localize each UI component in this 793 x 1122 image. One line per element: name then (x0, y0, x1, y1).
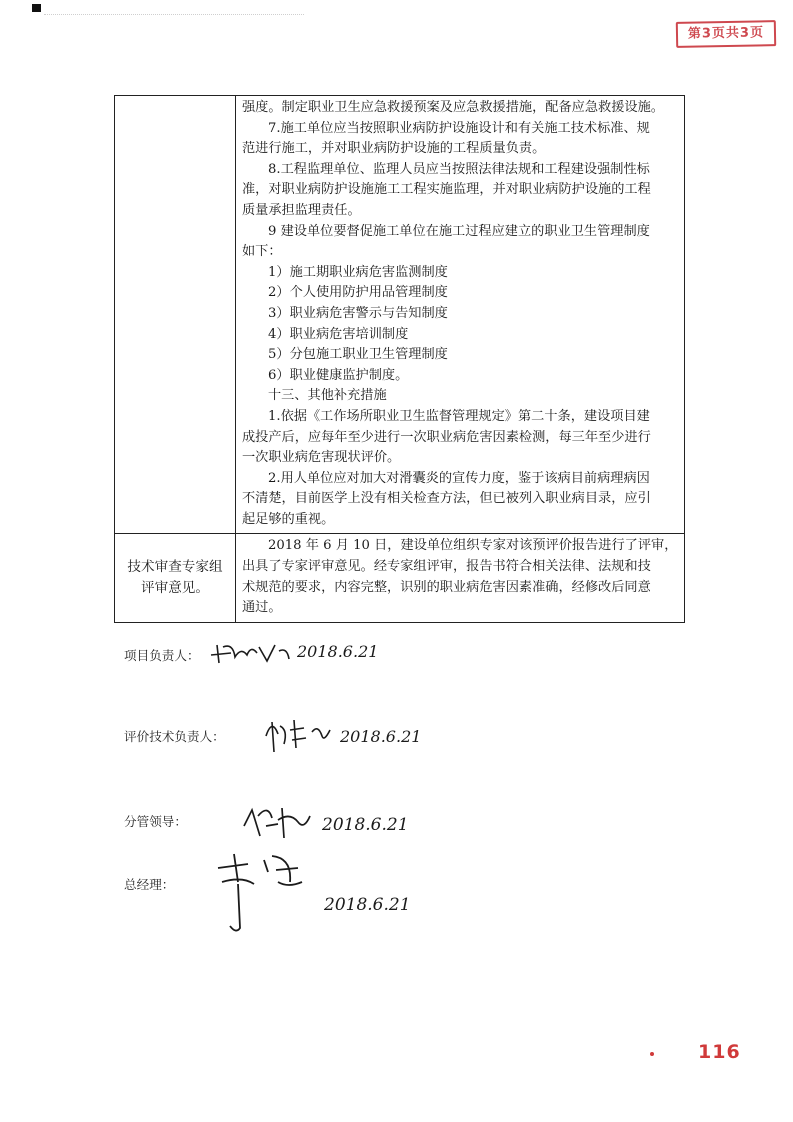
measures-row (115, 96, 685, 534)
text-line: 4）职业病危害培训制度 (268, 326, 409, 342)
text-line: 3）职业病危害警示与告知制度 (268, 305, 448, 321)
text-line: 2018 年 6 月 10 日，建设单位组织专家对该预评价报告进行了评审， (268, 538, 678, 554)
measures-content-cell (236, 96, 685, 534)
general-manager-label: 总经理： (124, 877, 175, 892)
tech-leader-label: 评价技术负责人： (124, 729, 225, 744)
project-leader-label: 项目负责人： (124, 648, 200, 663)
division-leader-signature (238, 796, 468, 846)
text-line: 准，对职业病防护设施施工工程实施监理，并对职业病防护设施的工程 (242, 182, 651, 198)
measures-label-cell (115, 96, 236, 534)
text-line: 通过。 (242, 600, 282, 616)
text-line: 2）个人使用防护用品管理制度 (268, 285, 448, 301)
expert-review-row (115, 534, 685, 622)
tech-leader-date: 2018.6.21 (340, 727, 422, 746)
folio-number-stamp: 116 (698, 1041, 741, 1063)
text-line: 不清楚，目前医学上没有相关检查方法，但已被列入职业病目录，应引 (242, 491, 651, 507)
text-line: 如下： (242, 244, 282, 260)
text-line: 成投产后，应每年至少进行一次职业病危害因素检测，每三年至少进行 (242, 429, 651, 445)
division-leader-label: 分管领导： (124, 814, 187, 829)
scan-edge-dots (44, 14, 304, 17)
text-line: 强度。制定职业卫生应急救援预案及应急救援措施，配备应急救援设施。 (242, 100, 664, 115)
expert-label-line: 技术审查专家组 (127, 559, 223, 576)
general-manager-date: 2018.6.21 (324, 895, 411, 915)
text-line: 十三、其他补充措施 (268, 388, 387, 404)
text-line: 1）施工期职业病危害监测制度 (268, 264, 448, 280)
scan-corner-mark (32, 4, 41, 12)
page-number-stamp: 第3页共3页 (676, 20, 776, 48)
text-line: 5）分包施工职业卫生管理制度 (268, 347, 448, 363)
expert-review-label (115, 534, 236, 622)
text-line: 一次职业病危害现状评价。 (242, 450, 401, 466)
text-line: 8.工程监理单位、监理人员应当按照法律法规和工程建设强制性标 (268, 161, 650, 177)
text-line: 7.施工单位应当按照职业病防护设施设计和有关施工技术标准、规 (268, 120, 650, 136)
text-line: 出具了专家评审意见。经专家组评审，报告书符合相关法律、法规和技 (242, 559, 651, 575)
project-leader-signature (205, 633, 405, 673)
review-table (114, 95, 685, 623)
tech-leader-signature (262, 712, 482, 758)
text-line: 6）职业健康监护制度。 (268, 367, 409, 383)
project-leader-date: 2018.6.21 (297, 642, 379, 661)
text-line: 范进行施工，并对职业病防护设施的工程质量负责。 (242, 141, 546, 157)
expert-review-content (236, 534, 685, 622)
general-manager-signature (208, 848, 458, 938)
text-line: 术规范的要求，内容完整，识别的职业病危害因素准确，经修改后同意 (242, 579, 651, 595)
red-mark (650, 1052, 654, 1056)
text-line: 2.用人单位应对加大对滑囊炎的宣传力度，鉴于该病目前病理病因 (268, 470, 650, 486)
text-line: 9 建设单位要督促施工单位在施工过程应建立的职业卫生管理制度 (268, 223, 650, 239)
text-line: 起足够的重视。 (242, 511, 335, 527)
division-leader-date: 2018.6.21 (322, 815, 409, 835)
text-line: 质量承担监理责任。 (242, 202, 361, 218)
expert-label-line: 评审意见。 (141, 580, 209, 597)
text-line: 1.依据《工作场所职业卫生监督管理规定》第二十条，建设项目建 (268, 408, 650, 424)
